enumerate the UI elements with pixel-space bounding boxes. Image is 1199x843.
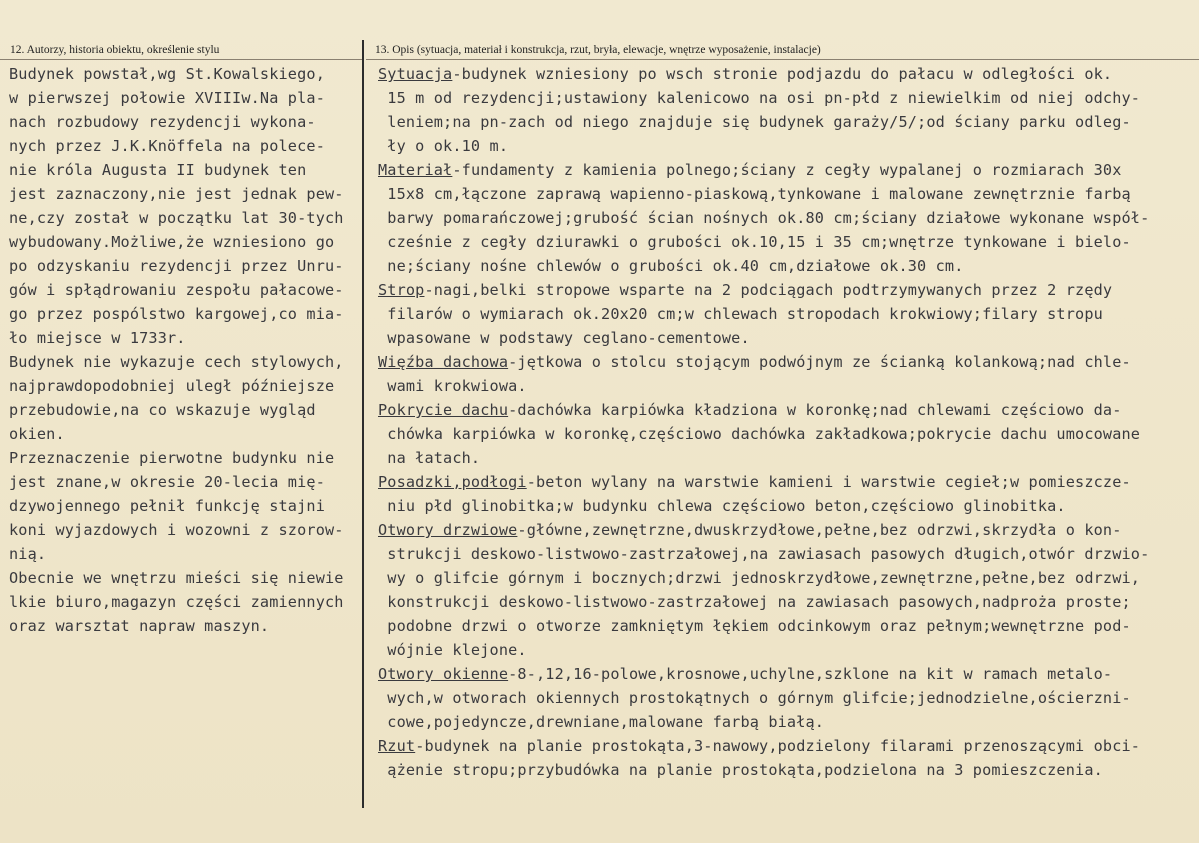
section-keyword: Materiał xyxy=(378,161,453,179)
description-text-line xyxy=(378,710,1193,734)
description-text: -główne,zewnętrzne,dwuskrzydłowe,pełne,bez odrzwi,skrzydła o kon- xyxy=(517,521,1122,539)
description-text-column xyxy=(378,62,1193,782)
description-text: 15x8 cm,łączone zaprawą wapienno-piaskową,tynkowane i malowane zewnętrznie farbą xyxy=(378,185,1131,203)
section-keyword: Otwory okienne xyxy=(378,665,509,683)
column-divider xyxy=(362,40,364,808)
description-text: podobne drzwi o otworze zamkniętym łękiem odcinkowym oraz pełnym;wewnętrzne pod- xyxy=(378,617,1131,635)
description-text: konstrukcji deskowo-listwowo-zastrzałowej na zawiasach pasowych,nadproża proste; xyxy=(378,593,1131,611)
description-text-line xyxy=(378,110,1193,134)
section-keyword: Posadzki,podłogi xyxy=(378,473,527,491)
description-text: -8-,12,16-polowe,krosnowe,uchylne,szklone na kit w ramach metalo- xyxy=(508,665,1113,683)
history-text-line: nych przez J.K.Knöffela na polece- xyxy=(9,137,325,155)
history-text-line: jest znane,w okresie 20-lecia mię- xyxy=(9,473,325,491)
description-text-line xyxy=(378,758,1193,782)
description-text-line xyxy=(378,254,1193,278)
history-text-line: ło miejsce w 1733r. xyxy=(9,329,186,347)
history-text-line: okien. xyxy=(9,425,65,443)
description-text-line xyxy=(378,278,1193,302)
section-12-header: 12. Autorzy, historia obiektu, określenie stylu xyxy=(10,44,220,56)
description-text: filarów o wymiarach ok.20x20 cm;w chlewach stropodach krokwiowy;filary stropu xyxy=(378,305,1103,323)
section-keyword: Pokrycie dachu xyxy=(378,401,509,419)
history-text-line: przebudowie,na co wskazuje wygląd xyxy=(9,401,316,419)
history-text-line: gów i spłądrowaniu zespołu pałacowe- xyxy=(9,281,344,299)
description-text-line xyxy=(378,470,1193,494)
description-text: leniem;na pn-zach od niego znajduje się budynek garaży/5/;od ściany parku odleg- xyxy=(378,113,1131,131)
description-text-line xyxy=(378,182,1193,206)
history-text-line: ne,czy został w początku lat 30-tych xyxy=(9,209,344,227)
history-text-line: wybudowany.Możliwe,że wzniesiono go xyxy=(9,233,335,251)
description-text-line xyxy=(378,230,1193,254)
description-text: cześnie z cegły dziurawki o grubości ok.10,15 i 35 cm;wnętrze tynkowane i bielo- xyxy=(378,233,1131,251)
description-text-line xyxy=(378,86,1193,110)
description-text-line xyxy=(378,494,1193,518)
history-text-line: Przeznaczenie pierwotne budynku nie xyxy=(9,449,335,467)
history-text-line: oraz warsztat napraw maszyn. xyxy=(9,617,270,635)
description-text: -jętkowa o stolcu stojącym podwójnym ze ścianką kolankową;nad chle- xyxy=(508,353,1131,371)
description-text-line xyxy=(378,446,1193,470)
section-keyword: Strop xyxy=(378,281,425,299)
history-text-line: Budynek nie wykazuje cech stylowych, xyxy=(9,353,344,371)
description-text: wy o glifcie górnym i bocznych;drzwi jednoskrzydłowe,zewnętrzne,pełne,bez odrzwi, xyxy=(378,569,1141,587)
section-13-header: 13. Opis (sytuacja, materiał i konstrukcja, rzut, bryła, elewacje, wnętrze wyposażenie, instalacje) xyxy=(375,44,821,56)
header-rule-left xyxy=(0,59,362,60)
description-text: barwy pomarańczowej;grubość ścian nośnych ok.80 cm;ściany działowe wykonane współ- xyxy=(378,209,1150,227)
description-text-line xyxy=(378,542,1193,566)
description-text-line xyxy=(378,566,1193,590)
description-text-line xyxy=(378,326,1193,350)
section-keyword: Sytuacja xyxy=(378,65,453,83)
description-text-line xyxy=(378,62,1193,86)
description-text-line xyxy=(378,206,1193,230)
description-text: -budynek wzniesiony po wsch stronie podjazdu do pałacu w odległości ok. xyxy=(452,65,1113,83)
history-text-line: go przez pospólstwo kargowej,co mia- xyxy=(9,305,344,323)
section-keyword: Otwory drzwiowe xyxy=(378,521,518,539)
history-text-line: koni wyjazdowych i wozowni z szorow- xyxy=(9,521,344,539)
description-text: -nagi,belki stropowe wsparte na 2 podciągach podtrzymywanych przez 2 rzędy xyxy=(424,281,1113,299)
description-text: ne;ściany nośne chlewów o grubości ok.40 cm,działowe ok.30 cm. xyxy=(378,257,964,275)
description-text-line xyxy=(378,734,1193,758)
history-text-line: dzywojennego pełnił funkcję stajni xyxy=(9,497,325,515)
description-text: 15 m od rezydencji;ustawiony kalenicowo na osi pn-płd z niewielkim od niej odchy- xyxy=(378,89,1141,107)
description-text: -fundamenty z kamienia polnego;ściany z cegły wypalanej o rozmiarach 30x xyxy=(452,161,1122,179)
history-text-line: Budynek powstał,wg St.Kowalskiego, xyxy=(9,65,325,83)
history-text-line: w pierwszej połowie XVIIIw.Na pla- xyxy=(9,89,325,107)
history-text-line: lkie biuro,magazyn części zamiennych xyxy=(9,593,344,611)
description-text: -dachówka karpiówka kładziona w koronkę;nad chlewami częściowo da- xyxy=(508,401,1122,419)
description-text: ły o ok.10 m. xyxy=(378,137,509,155)
history-text-line: po odzyskaniu rezydencji przez Unru- xyxy=(9,257,344,275)
description-text-line xyxy=(378,518,1193,542)
description-text-line xyxy=(378,374,1193,398)
description-text: wójnie klejone. xyxy=(378,641,527,659)
description-text-line xyxy=(378,134,1193,158)
description-text: chówka karpiówka w koronkę,częściowo dachówka zakładkowa;pokrycie dachu umocowane xyxy=(378,425,1141,443)
description-text-line xyxy=(378,614,1193,638)
description-text-line xyxy=(378,302,1193,326)
description-text: wpasowane w podstawy ceglano-cementowe. xyxy=(378,329,750,347)
description-text-line xyxy=(378,158,1193,182)
header-rule-right xyxy=(366,59,1199,60)
history-text-column xyxy=(9,62,361,638)
description-text-line xyxy=(378,590,1193,614)
description-text-line xyxy=(378,686,1193,710)
history-text-line: nie króla Augusta II budynek ten xyxy=(9,161,307,179)
description-text-line xyxy=(378,662,1193,686)
history-text-line: Obecnie we wnętrzu mieści się niewie xyxy=(9,569,344,587)
section-keyword: Więźba dachowa xyxy=(378,353,509,371)
description-text: wych,w otworach okiennych prostokątnych o górnym glifcie;jednodzielne,ościerzni- xyxy=(378,689,1131,707)
description-text-line xyxy=(378,398,1193,422)
section-keyword: Rzut xyxy=(378,737,416,755)
description-text: niu płd glinobitka;w budynku chlewa częściowo beton,częściowo glinobitka. xyxy=(378,497,1066,515)
description-text: na łatach. xyxy=(378,449,481,467)
description-text: -beton wylany na warstwie kamieni i warstwie cegieł;w pomieszcze- xyxy=(526,473,1131,491)
description-text-line xyxy=(378,638,1193,662)
description-text: strukcji deskowo-listwowo-zastrzałowej,na zawiasach pasowych długich,otwór drzwio- xyxy=(378,545,1150,563)
history-text-line: najprawdopodobniej uległ późniejsze xyxy=(9,377,335,395)
description-text: cowe,pojedyncze,drewniane,malowane farbą białą. xyxy=(378,713,825,731)
description-text: ążenie stropu;przybudówka na planie prostokąta,podzielona na 3 pomieszczenia. xyxy=(378,761,1103,779)
history-text-line: nach rozbudowy rezydencji wykona- xyxy=(9,113,316,131)
description-text-line xyxy=(378,350,1193,374)
history-text-line: jest zaznaczony,nie jest jednak pew- xyxy=(9,185,344,203)
description-text: wami krokwiowa. xyxy=(378,377,527,395)
history-text-line: nią. xyxy=(9,545,47,563)
description-text-line xyxy=(378,422,1193,446)
description-text: -budynek na planie prostokąta,3-nawowy,podzielony filarami przenoszącymi obci- xyxy=(415,737,1141,755)
